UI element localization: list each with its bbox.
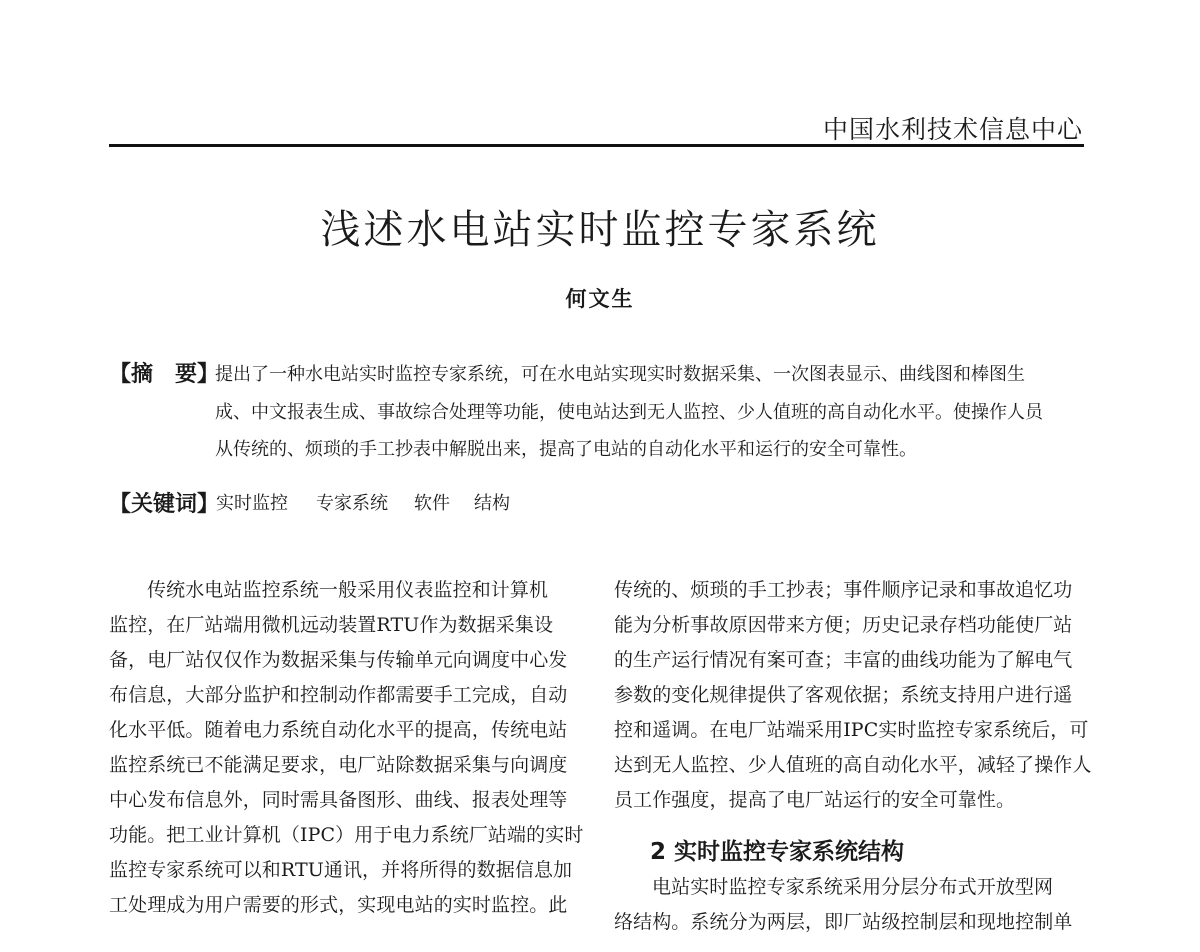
right-column-line: 达到无人监控、少人值班的高自动化水平，减轻了操作人 [614, 754, 1092, 776]
author-name: 何文生 [565, 286, 635, 311]
abstract-line: 提出了一种水电站实时监控专家系统，可在水电站实现实时数据采集、一次图表显示、曲线图和棒图生 [215, 364, 1025, 385]
abstract-label: 【摘 要】 [109, 361, 220, 387]
left-column-line: 功能。把工业计算机（IPC）用于电力系统厂站端的实时 [109, 824, 584, 846]
right-column-line: 的生产运行情况有案可查；丰富的曲线功能为了解电气 [614, 649, 1073, 671]
keyword: 结构 [474, 493, 510, 514]
section-heading: 2 实时监控专家系统结构 [650, 839, 905, 865]
section-body-line: 电站实时监控专家系统采用分层分布式开放型网 [652, 876, 1054, 898]
paper-title: 浅述水电站实时监控专家系统 [320, 207, 880, 253]
abstract-line: 成、中文报表生成、事故综合处理等功能，使电站达到无人监控、少人值班的高自动化水平。使操作人员 [215, 402, 1043, 423]
left-column-line: 备，电厂站仅仅作为数据采集与传输单元向调度中心发 [109, 649, 568, 671]
right-column-line: 员工作强度，提高了电厂站运行的安全可靠性。 [614, 789, 1016, 811]
left-column-line: 监控，在厂站端用微机远动装置RTU作为数据采集设 [109, 614, 554, 636]
left-column-line: 中心发布信息外，同时需具备图形、曲线、报表处理等 [109, 789, 568, 811]
right-column-line: 参数的变化规律提供了客观依据；系统支持用户进行遥 [614, 684, 1073, 706]
keyword: 专家系统 [316, 493, 388, 514]
header-rule [109, 144, 1084, 147]
left-column-line: 工处理成为用户需要的形式，实现电站的实时监控。此 [109, 894, 568, 916]
left-column-line: 布信息，大部分监护和控制动作都需要手工完成，自动 [109, 684, 568, 706]
left-column-line: 监控专家系统可以和RTU通讯，并将所得的数据信息加 [109, 859, 573, 881]
left-column-line: 化水平低。随着电力系统自动化水平的提高，传统电站 [109, 719, 568, 741]
abstract-line: 从传统的、烦琐的手工抄表中解脱出来，提高了电站的自动化水平和运行的安全可靠性。 [215, 439, 917, 460]
keywords-label: 【关键词】 [109, 491, 220, 517]
keyword: 实时监控 [216, 493, 288, 514]
right-column-line: 控和遥调。在电厂站端采用IPC实时监控专家系统后，可 [614, 719, 1089, 741]
left-column-line: 监控系统已不能满足要求，电厂站除数据采集与向调度 [109, 754, 568, 776]
right-column-line: 能为分析事故原因带来方便；历史记录存档功能使厂站 [614, 614, 1073, 636]
header-organization: 中国水利技术信息中心 [822, 115, 1083, 144]
keyword: 软件 [414, 493, 450, 514]
right-column-line: 传统的、烦琐的手工抄表；事件顺序记录和事故追忆功 [614, 579, 1073, 601]
left-column-line: 传统水电站监控系统一般采用仪表监控和计算机 [147, 579, 549, 601]
section-body-line: 络结构。系统分为两层，即厂站级控制层和现地控制单 [614, 911, 1073, 933]
